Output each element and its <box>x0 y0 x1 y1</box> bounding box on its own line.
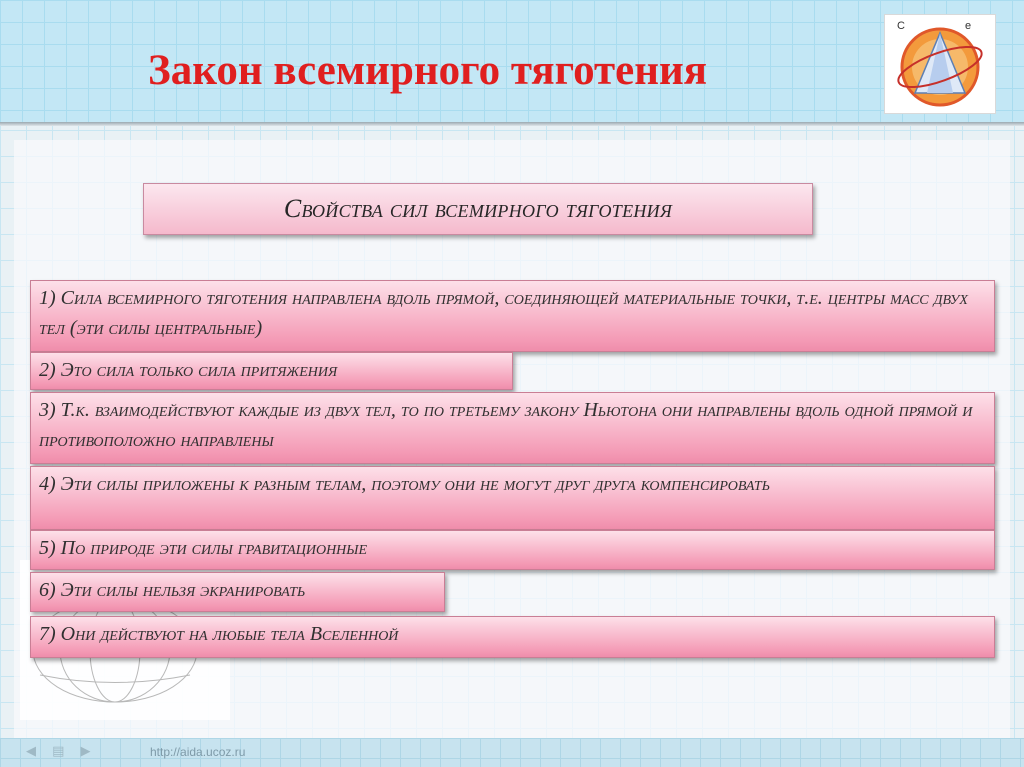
property-1: 1) Сила всемирного тяготения направлена вдоль прямой, соединяющей материальные точки, т.е. центры масс двух тел (эти силы центральные) <box>30 280 995 352</box>
header-divider <box>0 122 1024 126</box>
property-7: 7) Они действуют на любые тела Вселенной <box>30 616 995 658</box>
property-2: 2) Это сила только сила притяжения <box>30 352 513 390</box>
footer-nav-icons: ◀ ▤ ▶ <box>26 744 97 759</box>
logo-label-c: C <box>897 20 905 32</box>
slide-title: Закон всемирного тяготения <box>148 47 708 94</box>
property-4: 4) Эти силы приложены к разным телам, поэтому они не могут друг друга компенсировать <box>30 466 995 530</box>
property-5: 5) По природе эти силы гравитационные <box>30 530 995 570</box>
physics-logo <box>884 14 996 114</box>
watermark: http://aida.ucoz.ru <box>150 745 246 759</box>
subtitle-box: Свойства сил всемирного тяготения <box>143 183 813 235</box>
property-3: 3) Т.к. взаимодействуют каждые из двух тел, то по третьему закону Ньютона они направлены вдоль одной прямой и противоположно направлены <box>30 392 995 464</box>
logo-label-e: e <box>965 20 972 32</box>
property-6: 6) Эти силы нельзя экранировать <box>30 572 445 612</box>
